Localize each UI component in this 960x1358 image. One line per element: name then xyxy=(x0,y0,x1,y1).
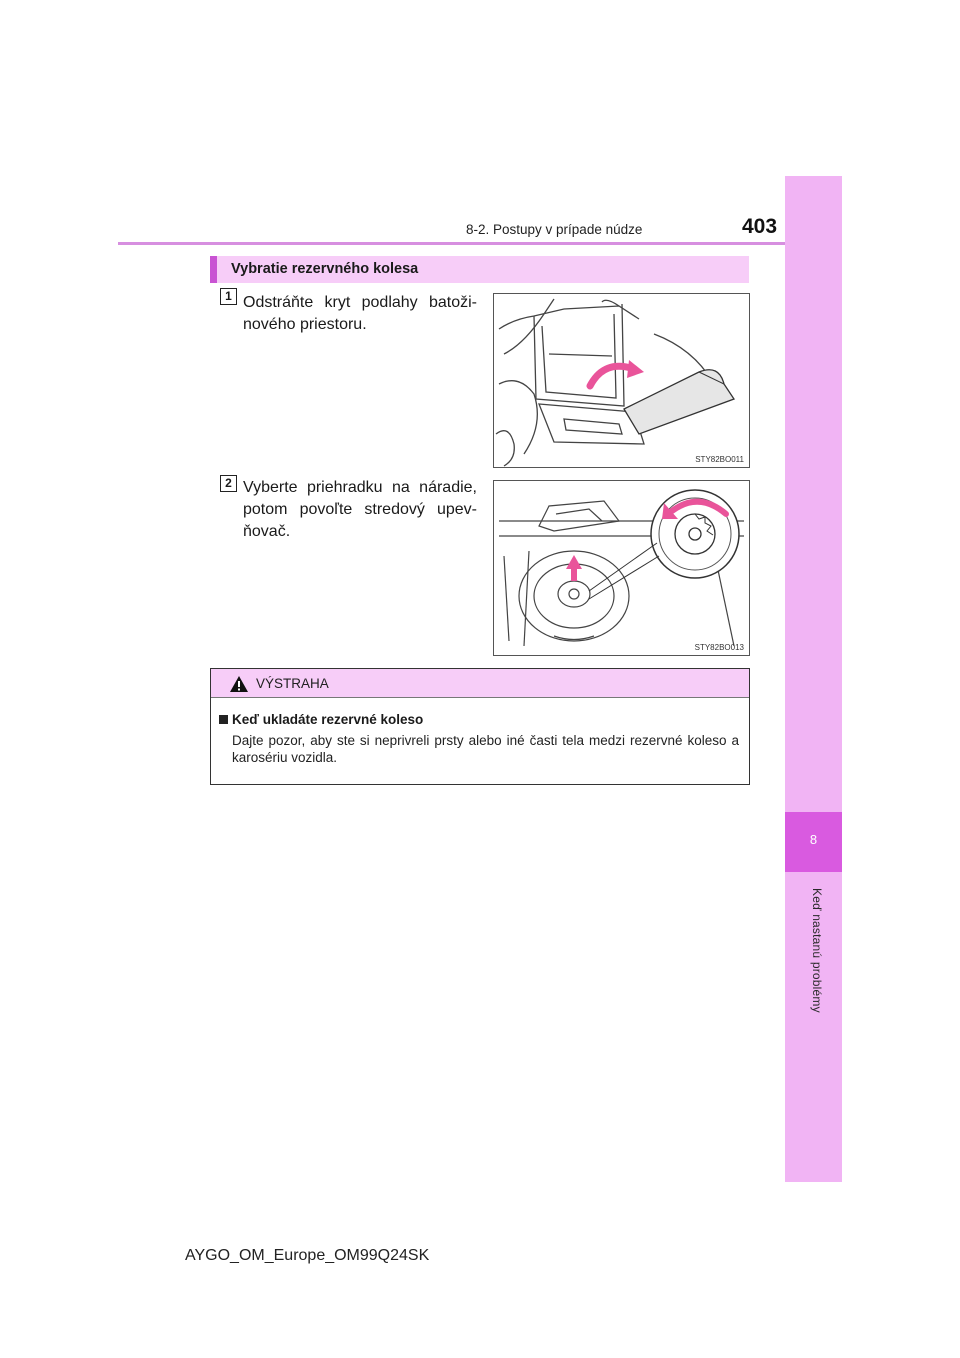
warning-item-text: Dajte pozor, aby ste si neprivreli prsty alebo iné časti tela medzi rezervné koleso a karosériu vozidla. xyxy=(232,733,739,765)
spare-wheel-illustration xyxy=(494,481,750,656)
header-title: 8-2. Postupy v prípade núdze xyxy=(466,222,643,237)
warning-label: VÝSTRAHA xyxy=(256,676,329,691)
step-number-2: 2 xyxy=(220,475,237,492)
section-title: Vybratie rezervného kolesa xyxy=(231,261,419,277)
page-number: 403 xyxy=(742,215,778,238)
chapter-number: 8 xyxy=(809,832,818,847)
warning-item-title xyxy=(219,712,423,727)
warning-triangle-icon xyxy=(229,675,249,693)
warning-item-title-text: Keď ukladáte rezervné koleso xyxy=(232,712,424,727)
warning-box xyxy=(210,668,750,785)
bullet-square-icon xyxy=(219,715,228,724)
step-number-1: 1 xyxy=(220,288,237,305)
figure-code: STY82BO013 xyxy=(694,643,744,652)
header-rule xyxy=(118,242,785,245)
figure-code: STY82BO011 xyxy=(695,455,744,464)
chapter-tab xyxy=(785,812,842,872)
step-text-2: Vyberte priehradku na náradie, potom povoľte stredový upev-ňovač. xyxy=(243,479,477,540)
step-text-1: Odstráňte kryt podlahy batoži-nového priestoru. xyxy=(243,294,477,333)
chapter-title-vertical: Keď nastanú problémy xyxy=(810,888,824,1013)
figure-trunk-floor-cover xyxy=(493,293,750,468)
trunk-cover-illustration xyxy=(494,294,750,468)
section-heading xyxy=(210,256,749,283)
warning-header xyxy=(211,669,749,698)
footer-doc-code: AYGO_OM_Europe_OM99Q24SK xyxy=(185,1247,430,1264)
figure-spare-wheel xyxy=(493,480,750,656)
